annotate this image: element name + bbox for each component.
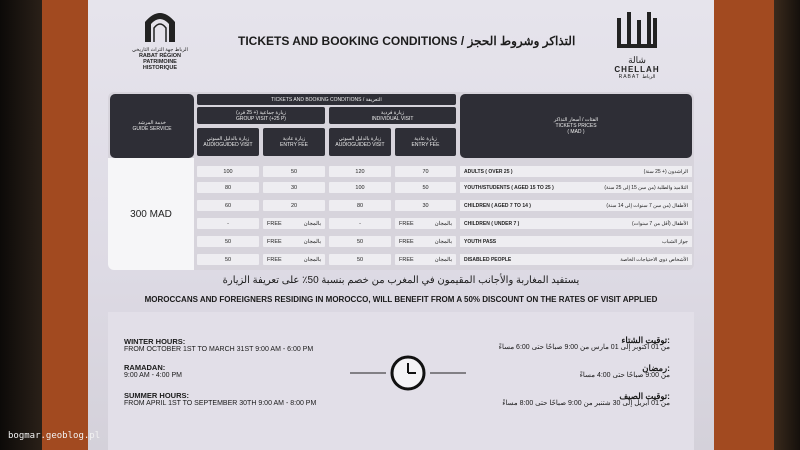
- col-header-group-entry: [263, 128, 325, 156]
- row-label: [460, 218, 692, 229]
- col-entry-en: ENTRY FEE: [411, 142, 440, 148]
- col-audio-ar: زيارة بالدليل السوتي: [338, 136, 382, 142]
- clock-icon: [348, 354, 468, 392]
- row-label-ar: جواز الشباب: [662, 238, 688, 245]
- prices-head-ar: الفئات / أسعار التذاكر: [553, 117, 599, 123]
- row-label: [460, 254, 692, 265]
- logo-left-line2: PATRIMOINE: [143, 59, 177, 65]
- cell-individual-entry: [395, 218, 456, 229]
- cell-individual-audio: 80: [329, 200, 391, 211]
- cell-individual-audio: 120: [329, 166, 391, 177]
- guide-service-price: 300 MAD: [108, 158, 194, 270]
- winter-hours-title: WINTER HOURS:: [124, 337, 186, 346]
- col-entry-ar: زيارة عادية: [282, 136, 306, 142]
- col-entry-ar: زيارة عادية: [414, 136, 437, 142]
- summer-hours-title: SUMMER HOURS:: [124, 391, 189, 400]
- clock-divider: [348, 354, 468, 392]
- free-en: FREE: [399, 220, 414, 227]
- free-ar: بالمجان: [303, 256, 321, 263]
- free-en: FREE: [267, 220, 282, 227]
- col-audio-en: AUDIOGUIDED VISIT: [335, 142, 385, 148]
- logo-right-sub: RABAT الرباط: [618, 74, 656, 80]
- cell-group-entry: 20: [263, 200, 325, 211]
- winter-hours-text-ar: من 01 أكتوبر إلى 01 مارس من 9:00 صباحًا حتى 6:00 مساءً: [498, 344, 670, 351]
- cell-group-entry: 30: [263, 182, 325, 193]
- row-label-ar: التلاميذ والطلبة (من سن 15 إلى 25 سنة): [604, 184, 688, 191]
- free-ar: بالمجان: [303, 220, 321, 227]
- individual-visit-ar: زيارة فردية: [380, 109, 405, 116]
- cell-individual-entry: 70: [395, 166, 456, 177]
- logo-left-line1: RABAT RÉGION: [138, 53, 182, 59]
- individual-visit-en: INDIVIDUAL VISIT: [371, 115, 414, 122]
- cell-individual-audio: 100: [329, 182, 391, 193]
- photo-credit: bogmar.geoblog.pl: [8, 431, 101, 441]
- discount-note-english: MOROCCANS AND FOREIGNERS RESIDING IN MOROCCO, WILL BENEFIT FROM A 50% DISCOUNT ON THE RATES OF VISIT APPLIED: [144, 295, 658, 304]
- logo-right-name: CHELLAH: [614, 65, 660, 74]
- cell-group-audio: 50: [197, 236, 259, 247]
- row-label-en: DISABLED PEOPLE: [464, 256, 512, 263]
- row-label: [460, 200, 692, 211]
- col-header-individual-entry: [395, 128, 456, 156]
- row-label-en: YOUTH PASS: [464, 238, 497, 245]
- row-label: [460, 236, 692, 247]
- ticket-prices-header: [460, 94, 692, 158]
- discount-note-arabic: يستفيد المغاربة والأجانب المقيمون في المغرب من خصم بنسبة 50٪ على تعريفة الزيارة: [222, 275, 580, 286]
- chellah-mark-icon: [615, 10, 659, 50]
- row-label-en: CHILDREN ( UNDER 7 ): [464, 220, 520, 227]
- cell-group-audio: 100: [197, 166, 259, 177]
- ticket-sign-board: [88, 0, 714, 450]
- row-label-ar: الأطفال (من سن 7 سنوات إلى 14 سنة): [606, 202, 688, 209]
- col-header-individual-audio: [329, 128, 391, 156]
- wall-left: [0, 0, 42, 450]
- arch-icon: [142, 8, 178, 42]
- cell-group-entry: [263, 236, 325, 247]
- cell-group-audio: 50: [197, 254, 259, 265]
- winter-hours: [124, 338, 313, 354]
- cell-group-entry: [263, 218, 325, 229]
- ramadan-hours-title-ar: رمضان:: [642, 363, 670, 373]
- group-visit-en: GROUP VISIT (+25 P): [236, 115, 286, 122]
- row-label-en: ADULTS ( OVER 25 ): [464, 168, 513, 175]
- free-en: FREE: [267, 256, 282, 263]
- page-title: TICKETS AND BOOKING CONDITIONS / التذاكر وشروط الحجز: [238, 34, 576, 48]
- individual-visit-header: [329, 107, 456, 124]
- prices-head-en: TICKETS PRICES: [555, 123, 597, 129]
- chellah-logo: [602, 10, 672, 80]
- free-ar: بالمجان: [434, 256, 452, 263]
- logo-right-arabic: شالة: [628, 55, 646, 65]
- group-visit-header: [197, 107, 325, 124]
- summer-hours-text-ar: من 01 أبريل إلى 30 شتنبر من 9:00 صباحًا حتى 8:00 مساءً: [502, 400, 670, 407]
- logo-left-line3: HISTORIQUE: [142, 65, 178, 71]
- ramadan-hours-text: 9:00 AM - 4:00 PM: [124, 372, 182, 379]
- row-label-ar: الراشدون (+ 25 سنة): [643, 168, 688, 175]
- row-label-en: YOUTH/STUDENTS ( AGED 15 TO 25 ): [464, 184, 554, 191]
- free-en: FREE: [267, 238, 282, 245]
- row-label-en: CHILDREN ( AGED 7 TO 14 ): [464, 202, 531, 209]
- cell-individual-entry: [395, 236, 456, 247]
- summer-hours-text: FROM APRIL 1ST TO SEPTEMBER 30TH 9:00 AM - 8:00 PM: [124, 400, 317, 407]
- prices-head-unit: ( MAD ): [567, 129, 585, 135]
- cell-individual-entry: 30: [395, 200, 456, 211]
- row-label: [460, 182, 692, 193]
- free-ar: بالمجان: [434, 220, 452, 227]
- free-ar: بالمجان: [303, 238, 321, 245]
- free-en: FREE: [399, 238, 414, 245]
- col-audio-en: AUDIOGUIDED VISIT: [203, 142, 253, 148]
- cell-individual-audio: 50: [329, 254, 391, 265]
- free-ar: بالمجان: [434, 238, 452, 245]
- col-entry-en: ENTRY FEE: [280, 142, 308, 148]
- free-en: FREE: [399, 256, 414, 263]
- cell-group-entry: 50: [263, 166, 325, 177]
- ramadan-hours-title: RAMADAN:: [124, 363, 166, 372]
- wall-right: [774, 0, 800, 450]
- winter-hours-arabic: [499, 336, 670, 352]
- row-label-ar: الأطفال (أقل من 7 سنوات): [631, 220, 688, 227]
- row-label: [460, 166, 692, 177]
- summer-hours-arabic: [502, 392, 670, 408]
- guide-service-header: [110, 94, 194, 158]
- cell-individual-entry: [395, 254, 456, 265]
- col-header-group-audio: [197, 128, 259, 156]
- logo-left-arabic: الرباط جهة التراث التاريخي: [132, 47, 188, 53]
- table-top-header: TICKETS AND BOOKING CONDITIONS / التعريفة: [197, 94, 456, 105]
- col-audio-ar: زيارة بالدليل السوتي: [206, 136, 250, 142]
- rabat-region-logo: [128, 8, 192, 78]
- ramadan-hours: [124, 364, 182, 380]
- winter-hours-text: FROM OCTOBER 1ST TO MARCH 31ST 9:00 AM - 6:00 PM: [124, 346, 314, 353]
- price-table: [108, 92, 694, 270]
- ramadan-hours-arabic: [580, 364, 670, 380]
- cell-group-audio: -: [197, 218, 259, 229]
- cell-group-audio: 80: [197, 182, 259, 193]
- summer-hours-title-ar: توقيت الصيف:: [619, 391, 670, 401]
- guide-head-ar: خدمة المرشد: [138, 120, 166, 126]
- winter-hours-title-ar: توقيت الشتاء:: [621, 335, 670, 345]
- cell-individual-entry: 50: [395, 182, 456, 193]
- row-label-ar: الأشخاص ذوي الاحتياجات الخاصة: [620, 256, 688, 263]
- guide-head-en: GUIDE SERVICE: [132, 126, 172, 132]
- cell-group-entry: [263, 254, 325, 265]
- cell-individual-audio: -: [329, 218, 391, 229]
- cell-individual-audio: 50: [329, 236, 391, 247]
- summer-hours: [124, 392, 316, 408]
- ramadan-hours-text-ar: من 9:00 صباحًا حتى 4:00 مساءً: [579, 372, 670, 379]
- group-visit-ar: زيارة جماعية (+ 25 فرد): [236, 109, 286, 116]
- cell-group-audio: 60: [197, 200, 259, 211]
